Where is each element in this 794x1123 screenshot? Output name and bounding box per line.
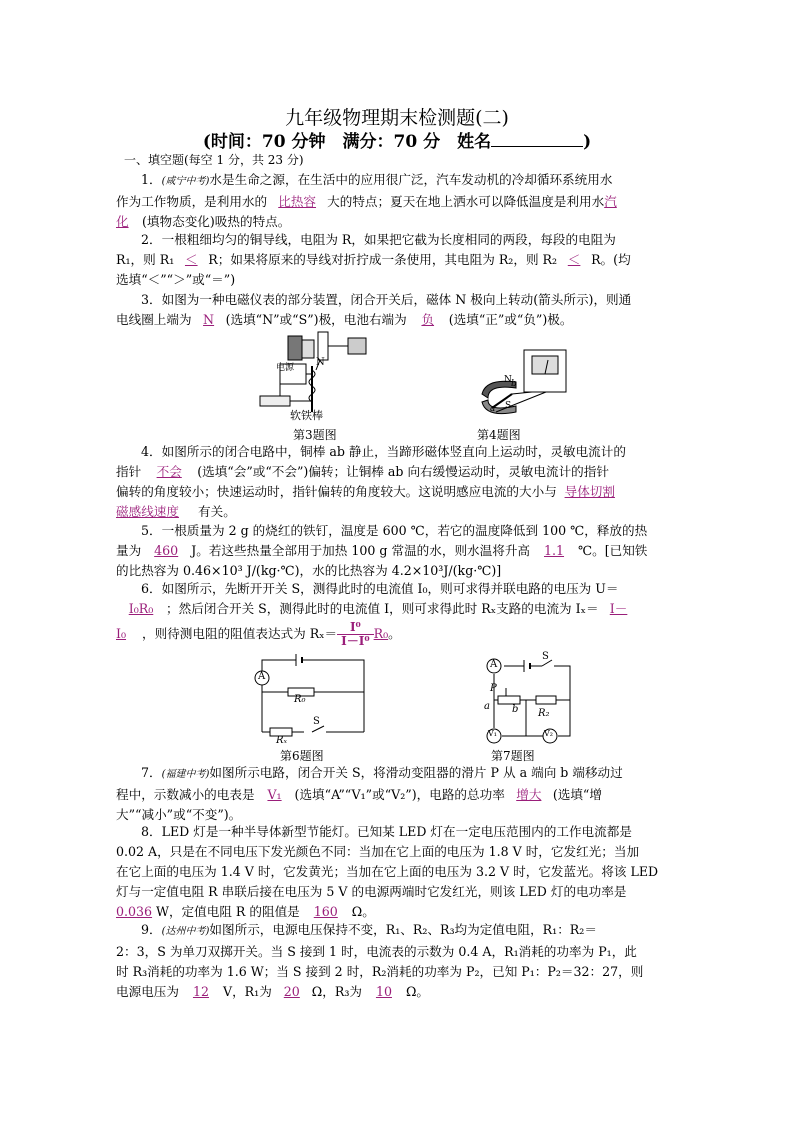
answer-blank[interactable]: V₁ [267, 787, 282, 802]
page-title: 九年级物理期末检测题(二) [285, 107, 509, 129]
exam-info-close: ) [583, 132, 592, 152]
figure-7-caption: 第7题图 [491, 749, 535, 763]
question-2: 2．一根粗细均匀的铜导线，电阻为 R，如果把它截为长度相同的两段，每段的电阻为 R₁，则 R₁ ＜ R；如果将原来的导线对折拧成一条使用，其电阻为 R₂，则 R₂ ＜ R。(均 选填“＜”“＞”或“＝”) [116, 232, 631, 287]
power-label: 电源 [276, 363, 295, 373]
section-heading: 一、填空题(每空 1 分，共 23 分) [124, 153, 304, 167]
question-5: 5．一根质量为 2 g 的烧红的铁钉，温度是 600 ℃，若它的温度降低到 100 ℃，释放的热 量为 460 J。若这些热量全部用于加热 100 g 常温的水，则水温将升高 1.1 ℃。[已知铁 的比热容为 0.46×10³ J/(kg·℃)，水的比热容为 4.2×10³J/(kg·℃)] [116, 523, 648, 578]
question-9: 9．(达州中考)如图所示，电源电压保持不变，R₁、R₂、R₃均为定值电阻，R₁：R₂＝ 2：3，S 为单刀双掷开关。当 S 接到 1 时，电流表的示数为 0.4 A，R₁消耗的功率为 P₁，此 时 R₃消耗的功率为 1.6 W；当 S 接到 2 时，R₂消耗的功率为 P₂，已知 P₁：P₂＝32：27，则 电源电压为 12 V，R₁为 20 Ω，R₃为 10 Ω。 [116, 920, 678, 1002]
figure-4-caption: 第4题图 [477, 428, 521, 442]
rod-end-b-label: b [511, 379, 517, 389]
answer-blank[interactable]: 比热容 [278, 194, 317, 209]
answer-blank[interactable]: 460 [154, 543, 179, 558]
slider-label: P [490, 683, 497, 694]
end-a-label: a [484, 701, 490, 712]
answer-blank[interactable]: 1.1 [544, 543, 565, 558]
soft-iron-label: 软铁棒 [290, 409, 323, 422]
name-blank[interactable] [491, 131, 583, 147]
end-b-label: b [512, 704, 519, 715]
question-7: 7．(福建中考)如图所示电路，闭合开关 S，将滑动变阻器的滑片 P 从 a 端向 b 端移动过 程中，示数减小的电表是 V₁ (选填“A”“V₁”或“V₂”)，电路的总功率 增大 (选填“增 大”“减小”或“不变”)。 [116, 765, 623, 822]
answer-blank[interactable]: ＜ [184, 252, 198, 267]
answer-blank[interactable]: 磁感线速度 [116, 504, 179, 519]
answer-blank[interactable]: R₀ [373, 626, 389, 641]
answer-blank[interactable]: 负 [421, 312, 435, 327]
answer-blank[interactable]: 化 [116, 214, 129, 229]
r0-label: R₀ [294, 694, 306, 705]
answer-fraction[interactable]: $\frac{\text{I⁰}}{\text{I－I⁰}}$ [337, 621, 373, 648]
rod-end-a-label: a [490, 404, 496, 414]
ammeter-label: A [490, 659, 498, 670]
question-4: 4．如图所示的闭合电路中，铜棒 ab 静止，当蹄形磁体竖直向上运动时，灵敏电流计的 指针 不会 (选填“会”或“不会”)偏转；让铜棒 ab 向右缓慢运动时，灵敏电流计的指针 偏转的角度较小；快速运动时，指针偏转的角度较大。这说明感应电流的大小与 导体切割 磁感线速度 有关。 [116, 442, 678, 522]
north-pole-label: N [504, 375, 512, 385]
answer-blank[interactable]: 0.036 [116, 904, 153, 919]
exam-info-text: (时间：70 分钟 满分：70 分 姓名 [202, 132, 492, 152]
answer-blank[interactable]: 导体切割 [564, 484, 615, 499]
answer-blank[interactable]: N [203, 312, 215, 327]
answer-blank[interactable]: I₀ [116, 626, 127, 641]
question-1: 1．(咸宁中考)水是生命之源，在生活中的应用很广泛，汽车发动机的冷却循环系统用水 作为工作物质，是利用水的 比热容 大的特点；夏天在地上洒水可以降低温度是利用水汽 化 (填物态变化)吸热的特点。 [116, 170, 678, 232]
source-tag: (达州中考) [161, 926, 210, 937]
v2-label: V₂ [544, 729, 553, 738]
ammeter-label: A [258, 671, 266, 682]
answer-blank[interactable]: 12 [192, 984, 209, 999]
exam-info [0, 127, 794, 152]
source-tag: (咸宁中考) [161, 176, 210, 187]
answer-blank[interactable]: ＜ [567, 252, 581, 267]
question-8: 8．LED 灯是一种半导体新型节能灯。已知某 LED 灯在一定电压范围内的工作电流都是 0.02 A，只是在不同电压下发光颜色不同：当加在它上面的电压为 1.8 V 时，它发红光；当加 在它上面的电压为 1.4 V 时，它发黄光；当加在它上面的电压为 3.2 V 时，它发蓝光。将该 LED 灯与一定值电阻 R 串联后接在电压为 5 V 的电源两端时它发红光，则该 LED 灯的电功率是 0.036 W，定值电阻 R 的阻值是 160 Ω。 [116, 822, 678, 922]
answer-blank[interactable]: 20 [283, 984, 300, 999]
pole-label: N [316, 357, 325, 368]
rx-label: Rₓ [276, 735, 288, 746]
answer-blank[interactable]: I－ [609, 601, 628, 616]
answer-blank[interactable]: 汽 [604, 194, 617, 209]
answer-blank[interactable]: 增大 [516, 787, 542, 802]
answer-blank[interactable]: 160 [313, 904, 338, 919]
south-pole-label: S [505, 401, 512, 411]
question-6: 6．如图所示，先断开开关 S，测得此时的电流值 I₀，则可求得并联电路的电压为 U＝ I₀R₀ ；然后闭合开关 S，测得此时的电流值 I，则可求得此时 Rₓ支路的电流为 Iₓ＝ I－ I₀ ，则待测电阻的阻值表达式为 Rₓ＝ $\frac{\text{I⁰}}{\text{I－I⁰}}$ R₀。 [116, 579, 678, 649]
answer-blank[interactable]: I₀R₀ [128, 601, 154, 616]
answer-blank[interactable]: 不会 [156, 464, 182, 479]
figure-6-caption: 第6题图 [280, 749, 324, 763]
switch-label: S [542, 651, 549, 662]
figure-6-diagram [250, 652, 370, 746]
source-tag: (福建中考) [161, 769, 210, 780]
question-3: 3．如图为一种电磁仪表的部分装置，闭合开关后，磁体 N 极向上转动(箭头所示)，则通 电线圈上端为 N (选填“N”或“S”)极，电池右端为 负 (选填“正”或“负”)极。 [116, 290, 678, 330]
answer-blank[interactable]: 10 [375, 984, 392, 999]
switch-label: S [313, 716, 320, 727]
figure-3-caption: 第3题图 [293, 428, 337, 442]
r2-label: R₂ [538, 708, 550, 719]
v1-label: V₁ [488, 729, 497, 738]
